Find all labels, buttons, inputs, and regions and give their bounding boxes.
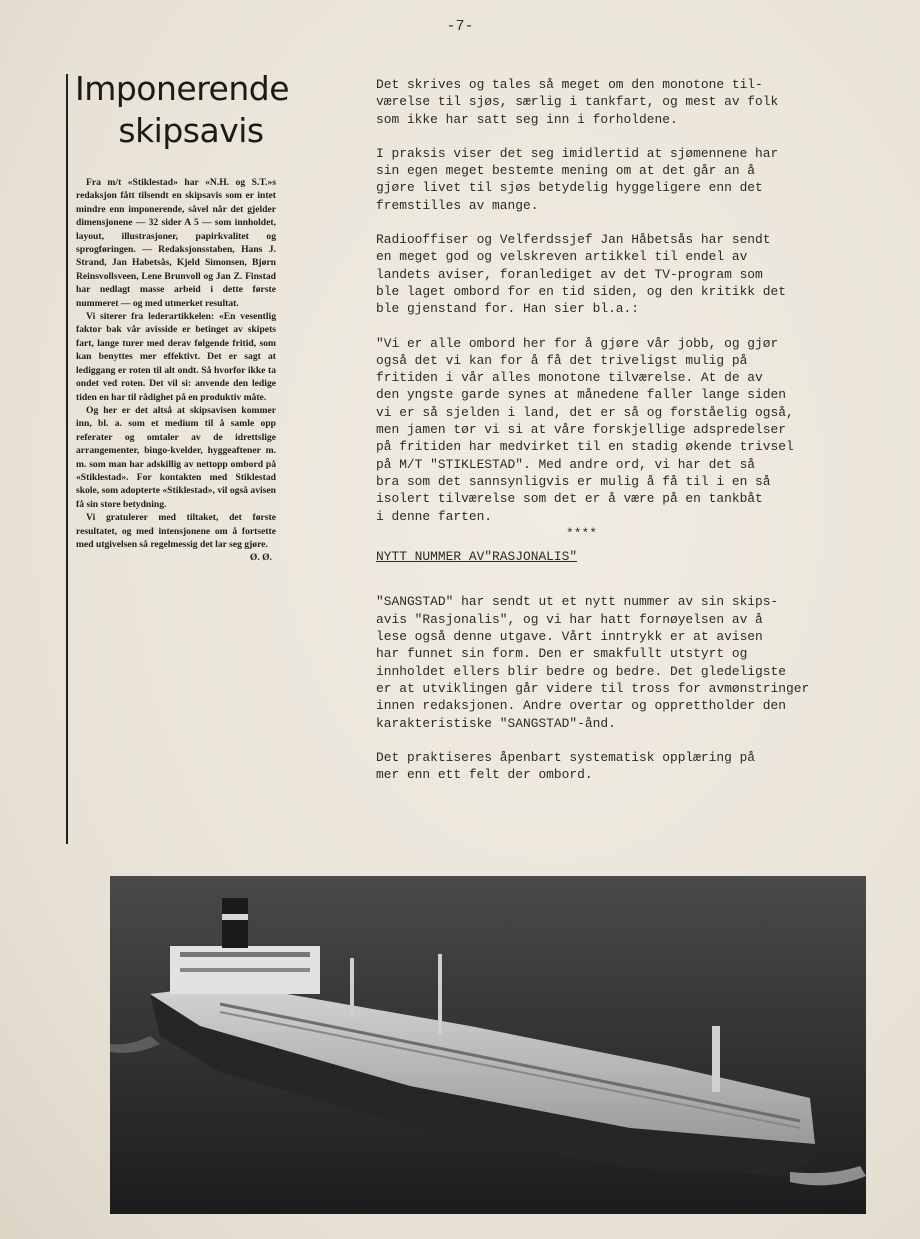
article-signature: Ø. Ø. — [249, 552, 272, 564]
left-paragraph-1: Fra m/t «Stiklestad» har «N.H. og S.T.»s redaksjon fått tilsendt en skipsavis som er intet mindre enn imponerende, såvel når det gjelder dimensjonene — 32 sider A 5 — som innholdet, layout, illustrasjoner, papirkvalitet og sprogføringen. — Redaksjonsstaben, Hans J. Strand, Jan Habetsås, Kjeld Simonsen, Bjørn Reinsvollsveen, Lene Brunvoll og Jan Z. Finstad har nedlagt masse arbeid i dette første nummeret — og med utmerket resultat. — [76, 177, 276, 309]
funnel-band — [222, 914, 248, 920]
left-paragraph-4: Vi gratulerer med tiltaket, det første resultatet, og med intensjonene om å fortsette med utgivelsen så regelmessig det lar seg gjøre. — [76, 512, 276, 550]
section-heading: NYTT NUMMER AV"RASJONALIS" — [376, 549, 578, 565]
section-separator: **** — [566, 525, 597, 541]
page-number: -7- — [446, 18, 474, 35]
right-paragraph-3: Radiooffiser og Velferdssjef Jan Håbetsås har sendt en meget god og velskreven artikkel til endel av landets aviser, foranlediget av det TV-program som ble laget ombord for en tid siden, og den kritikk det ble gjenstand for. Han sier bl.a.: — [376, 232, 786, 317]
headline-line-1: Imponerende — [74, 69, 290, 108]
left-article-body — [76, 176, 276, 565]
left-paragraph-2: Vi siterer fra lederartikkelen: «En vesentlig faktor bak vår avisside er betinget av skipets fart, lange turer med derav følgende fritid, som kan benyttes mer effektivt. Det er sagt at lediggang er roten til alt ondt. Så hvorfor ikke ta ondet ved roten. Det vil si: anvende den ledige tiden en har til rådighet på en produktiv måte. — [76, 311, 276, 403]
tanker-ship-photo — [110, 876, 866, 1214]
article-headline — [72, 68, 292, 152]
left-paragraph-3: Og her er det altså at skipsavisen kommer inn, bl. a. som et medium til å samle opp referater og omtaler av de idrettslige arrangementer, bingo-kvelder, hyggeaftener m. m. som man har adskillig av nettopp ombord på «Stiklestad». For kontakten med Stiklestad skole, som adopterte «Stiklestad», vil også avisen få sin store betydning. — [76, 404, 276, 510]
superstructure-windows — [180, 968, 310, 972]
column-rule — [66, 74, 68, 844]
section-paragraph-1: "SANGSTAD" har sendt ut et nytt nummer av sin skips- avis "Rasjonalis", og vi har hatt fornøyelsen av å lese også denne utgave. Vårt inntrykk er at avisen har funnet sin form. Den er smakfullt utstyrt og innholdet ellers blir bedre og bedre. Det gledeligste er at utviklingen går videre til tross for avmønstringer innen redaksjonen. Andre overtar og opprettholder den karakteristiske "SANGSTAD"-ånd. — [376, 594, 810, 731]
ship-mast — [350, 958, 354, 1018]
ship-mast — [438, 954, 442, 1034]
ship-illustration — [110, 876, 866, 1214]
right-paragraph-2: I praksis viser det seg imidlertid at sjømennene har sin egen meget bestemte mening om at det går an å gjøre livet til sjøs betydelig hyggeligere enn det fremstilles av mange. — [376, 145, 779, 213]
section-paragraph-2: Det praktiseres åpenbart systematisk opplæring på mer enn ett felt der ombord. — [376, 749, 756, 783]
headline-line-2: skipsavis — [118, 111, 264, 150]
right-article-body — [376, 76, 906, 800]
ship-funnel — [222, 898, 248, 948]
superstructure-windows — [180, 952, 310, 957]
right-paragraph-4: "Vi er alle ombord her for å gjøre vår jobb, og gjør også det vi kan for å få det triveligst mulig på fritiden i vår alles monotone tilværelse. At de av den yngste garde synes at månedene faller lange siden vi er så sjelden i land, det er så og forståelig også, men jamen tør vi si at våre forskjellige adspredelser på fritiden har medvirket til en stadig økende trivsel på M/T "STIKLESTAD". Med andre ord, vi har det så bra som det sannsynligvis er mulig å få til i en så isolert tilværelse som det er å være på en tankbåt i denne farten. — [376, 335, 794, 524]
right-paragraph-1: Det skrives og tales så meget om den monotone til- værelse til sjøs, særlig i tankfart, og mest av folk som ikke har satt seg inn i forholdene. — [376, 77, 779, 127]
bow-mast — [712, 1026, 720, 1092]
